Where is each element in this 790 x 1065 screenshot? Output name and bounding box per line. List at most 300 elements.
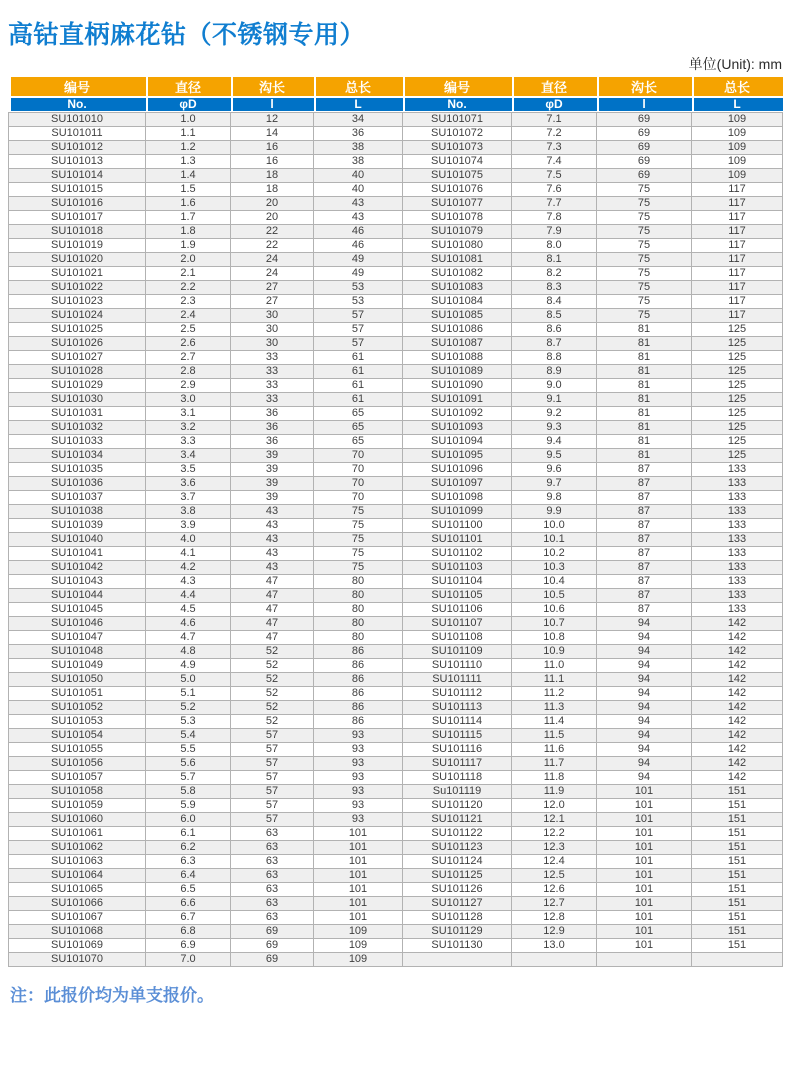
- flute-length-cell: 81: [597, 378, 692, 392]
- flute-length-cell: 36: [231, 434, 314, 448]
- overall-length-cell: 75: [314, 546, 403, 560]
- diameter-cell: 4.5: [146, 602, 231, 616]
- table-row: [9, 378, 783, 392]
- flute-length-cell: 81: [597, 364, 692, 378]
- diameter-cell: 10.9: [512, 644, 597, 658]
- part-number-cell: SU101058: [9, 784, 146, 798]
- diameter-cell: 8.4: [512, 294, 597, 308]
- overall-length-cell: [692, 952, 783, 966]
- overall-length-cell: 43: [314, 210, 403, 224]
- diameter-cell: 8.6: [512, 322, 597, 336]
- part-number-cell: SU101018: [9, 224, 146, 238]
- overall-length-cell: 133: [692, 504, 783, 518]
- table-row: [9, 280, 783, 294]
- flute-length-cell: 87: [597, 490, 692, 504]
- diameter-cell: 1.3: [146, 154, 231, 168]
- part-number-cell: SU101053: [9, 714, 146, 728]
- unit-label: 单位(Unit): mm: [688, 56, 782, 72]
- diameter-cell: 7.7: [512, 196, 597, 210]
- flute-length-cell: 52: [231, 672, 314, 686]
- diameter-cell: 8.0: [512, 238, 597, 252]
- table-row: [9, 658, 783, 672]
- part-number-cell: SU101063: [9, 854, 146, 868]
- flute-length-cell: 87: [597, 588, 692, 602]
- diameter-cell: 4.3: [146, 574, 231, 588]
- overall-length-cell: 142: [692, 756, 783, 770]
- overall-length-cell: 109: [692, 154, 783, 168]
- flute-length-cell: 81: [597, 392, 692, 406]
- overall-length-cell: 125: [692, 420, 783, 434]
- col-subheader-l-lower-left: l: [231, 96, 314, 112]
- diameter-cell: 8.9: [512, 364, 597, 378]
- table-row: [9, 770, 783, 784]
- part-number-cell: SU101072: [403, 126, 512, 140]
- table-row: [9, 826, 783, 840]
- overall-length-cell: 142: [692, 714, 783, 728]
- overall-length-cell: 65: [314, 420, 403, 434]
- col-subheader-phid-left: φD: [146, 96, 231, 112]
- overall-length-cell: 86: [314, 644, 403, 658]
- diameter-cell: 10.0: [512, 518, 597, 532]
- diameter-cell: 10.4: [512, 574, 597, 588]
- flute-length-cell: 33: [231, 392, 314, 406]
- flute-length-cell: 30: [231, 336, 314, 350]
- part-number-cell: SU101049: [9, 658, 146, 672]
- table-row: [9, 154, 783, 168]
- diameter-cell: 6.1: [146, 826, 231, 840]
- diameter-cell: 5.6: [146, 756, 231, 770]
- diameter-cell: 1.6: [146, 196, 231, 210]
- col-subheader-no-right: No.: [403, 96, 512, 112]
- part-number-cell: SU101012: [9, 140, 146, 154]
- overall-length-cell: 125: [692, 350, 783, 364]
- flute-length-cell: 81: [597, 420, 692, 434]
- overall-length-cell: 86: [314, 658, 403, 672]
- part-number-cell: SU101124: [403, 854, 512, 868]
- part-number-cell: SU101060: [9, 812, 146, 826]
- flute-length-cell: 94: [597, 756, 692, 770]
- flute-length-cell: 101: [597, 840, 692, 854]
- part-number-cell: SU101112: [403, 686, 512, 700]
- diameter-cell: 6.5: [146, 882, 231, 896]
- flute-length-cell: 57: [231, 728, 314, 742]
- flute-length-cell: 57: [231, 770, 314, 784]
- overall-length-cell: 75: [314, 532, 403, 546]
- table-row: [9, 938, 783, 952]
- flute-length-cell: [597, 952, 692, 966]
- flute-length-cell: 18: [231, 182, 314, 196]
- overall-length-cell: 125: [692, 336, 783, 350]
- part-number-cell: SU101042: [9, 560, 146, 574]
- overall-length-cell: 61: [314, 378, 403, 392]
- diameter-cell: 7.1: [512, 112, 597, 126]
- table-row: [9, 616, 783, 630]
- flute-length-cell: 52: [231, 700, 314, 714]
- overall-length-cell: 75: [314, 504, 403, 518]
- overall-length-cell: 133: [692, 490, 783, 504]
- part-number-cell: SU101024: [9, 308, 146, 322]
- flute-length-cell: 75: [597, 224, 692, 238]
- flute-length-cell: 87: [597, 574, 692, 588]
- diameter-cell: 3.8: [146, 504, 231, 518]
- part-number-cell: SU101107: [403, 616, 512, 630]
- diameter-cell: 4.1: [146, 546, 231, 560]
- overall-length-cell: 61: [314, 350, 403, 364]
- table-row: [9, 462, 783, 476]
- flute-length-cell: 94: [597, 630, 692, 644]
- table-row: [9, 560, 783, 574]
- overall-length-cell: 151: [692, 896, 783, 910]
- overall-length-cell: 86: [314, 714, 403, 728]
- flute-length-cell: 57: [231, 756, 314, 770]
- part-number-cell: SU101051: [9, 686, 146, 700]
- part-number-cell: SU101037: [9, 490, 146, 504]
- flute-length-cell: 39: [231, 462, 314, 476]
- overall-length-cell: 125: [692, 434, 783, 448]
- overall-length-cell: 36: [314, 126, 403, 140]
- part-number-cell: SU101039: [9, 518, 146, 532]
- overall-length-cell: 101: [314, 896, 403, 910]
- flute-length-cell: 101: [597, 826, 692, 840]
- table-row: [9, 952, 783, 966]
- flute-length-cell: 75: [597, 308, 692, 322]
- diameter-cell: 10.8: [512, 630, 597, 644]
- diameter-cell: 4.6: [146, 616, 231, 630]
- overall-length-cell: 142: [692, 616, 783, 630]
- overall-length-cell: 133: [692, 518, 783, 532]
- table-row: [9, 924, 783, 938]
- flute-length-cell: 69: [231, 952, 314, 966]
- diameter-cell: 6.9: [146, 938, 231, 952]
- part-number-cell: SU101096: [403, 462, 512, 476]
- diameter-cell: 8.5: [512, 308, 597, 322]
- table-row: [9, 168, 783, 182]
- diameter-cell: 7.6: [512, 182, 597, 196]
- overall-length-cell: 34: [314, 112, 403, 126]
- diameter-cell: 7.4: [512, 154, 597, 168]
- part-number-cell: SU101109: [403, 644, 512, 658]
- overall-length-cell: 93: [314, 770, 403, 784]
- header-row-cn: [9, 77, 783, 96]
- flute-length-cell: 24: [231, 252, 314, 266]
- flute-length-cell: 75: [597, 266, 692, 280]
- part-number-cell: SU101097: [403, 476, 512, 490]
- flute-length-cell: 81: [597, 322, 692, 336]
- diameter-cell: 12.0: [512, 798, 597, 812]
- part-number-cell: SU101106: [403, 602, 512, 616]
- col-subheader-l-upper-left: L: [314, 96, 403, 112]
- diameter-cell: 5.5: [146, 742, 231, 756]
- header-row-en: [9, 96, 783, 112]
- diameter-cell: [512, 952, 597, 966]
- part-number-cell: SU101074: [403, 154, 512, 168]
- part-number-cell: SU101047: [9, 630, 146, 644]
- flute-length-cell: 87: [597, 462, 692, 476]
- diameter-cell: 2.9: [146, 378, 231, 392]
- part-number-cell: SU101025: [9, 322, 146, 336]
- flute-length-cell: 63: [231, 854, 314, 868]
- diameter-cell: 5.8: [146, 784, 231, 798]
- part-number-cell: SU101075: [403, 168, 512, 182]
- part-number-cell: SU101117: [403, 756, 512, 770]
- overall-length-cell: 53: [314, 294, 403, 308]
- overall-length-cell: 70: [314, 490, 403, 504]
- diameter-cell: 9.3: [512, 420, 597, 434]
- part-number-cell: SU101061: [9, 826, 146, 840]
- diameter-cell: 11.1: [512, 672, 597, 686]
- part-number-cell: [403, 952, 512, 966]
- table-row: [9, 896, 783, 910]
- part-number-cell: SU101084: [403, 294, 512, 308]
- part-number-cell: SU101115: [403, 728, 512, 742]
- diameter-cell: 9.7: [512, 476, 597, 490]
- overall-length-cell: 125: [692, 406, 783, 420]
- table-row: [9, 700, 783, 714]
- flute-length-cell: 101: [597, 812, 692, 826]
- flute-length-cell: 94: [597, 686, 692, 700]
- overall-length-cell: 80: [314, 574, 403, 588]
- col-header-diameter-left: 直径: [146, 77, 231, 96]
- part-number-cell: SU101065: [9, 882, 146, 896]
- part-number-cell: SU101069: [9, 938, 146, 952]
- flute-length-cell: 39: [231, 448, 314, 462]
- overall-length-cell: 109: [692, 126, 783, 140]
- diameter-cell: 1.8: [146, 224, 231, 238]
- flute-length-cell: 101: [597, 938, 692, 952]
- flute-length-cell: 69: [597, 112, 692, 126]
- col-subheader-phid-right: φD: [512, 96, 597, 112]
- diameter-cell: 7.9: [512, 224, 597, 238]
- table-row: [9, 322, 783, 336]
- part-number-cell: SU101019: [9, 238, 146, 252]
- diameter-cell: 7.3: [512, 140, 597, 154]
- part-number-cell: SU101089: [403, 364, 512, 378]
- col-header-diameter-right: 直径: [512, 77, 597, 96]
- overall-length-cell: 101: [314, 826, 403, 840]
- table-row: [9, 224, 783, 238]
- diameter-cell: 8.1: [512, 252, 597, 266]
- part-number-cell: SU101046: [9, 616, 146, 630]
- part-number-cell: SU101081: [403, 252, 512, 266]
- flute-length-cell: 52: [231, 644, 314, 658]
- overall-length-cell: 93: [314, 728, 403, 742]
- overall-length-cell: 46: [314, 224, 403, 238]
- diameter-cell: 9.2: [512, 406, 597, 420]
- diameter-cell: 8.3: [512, 280, 597, 294]
- diameter-cell: 11.4: [512, 714, 597, 728]
- col-subheader-l-upper-right: L: [692, 96, 783, 112]
- col-header-flute-length-left: 沟长: [231, 77, 314, 96]
- part-number-cell: SU101052: [9, 700, 146, 714]
- overall-length-cell: 70: [314, 476, 403, 490]
- overall-length-cell: 109: [314, 938, 403, 952]
- overall-length-cell: 93: [314, 784, 403, 798]
- flute-length-cell: 39: [231, 490, 314, 504]
- table-row: [9, 490, 783, 504]
- overall-length-cell: 80: [314, 630, 403, 644]
- diameter-cell: 3.2: [146, 420, 231, 434]
- diameter-cell: 4.0: [146, 532, 231, 546]
- part-number-cell: SU101101: [403, 532, 512, 546]
- overall-length-cell: 46: [314, 238, 403, 252]
- diameter-cell: 8.8: [512, 350, 597, 364]
- table-row: [9, 420, 783, 434]
- diameter-cell: 1.0: [146, 112, 231, 126]
- part-number-cell: SU101066: [9, 896, 146, 910]
- table-row: [9, 126, 783, 140]
- diameter-cell: 6.4: [146, 868, 231, 882]
- diameter-cell: 8.7: [512, 336, 597, 350]
- flute-length-cell: 24: [231, 266, 314, 280]
- diameter-cell: 7.8: [512, 210, 597, 224]
- flute-length-cell: 94: [597, 672, 692, 686]
- flute-length-cell: 43: [231, 546, 314, 560]
- diameter-cell: 1.2: [146, 140, 231, 154]
- overall-length-cell: 151: [692, 840, 783, 854]
- diameter-cell: 1.4: [146, 168, 231, 182]
- overall-length-cell: 142: [692, 672, 783, 686]
- table-row: [9, 112, 783, 126]
- overall-length-cell: 133: [692, 532, 783, 546]
- part-number-cell: SU101098: [403, 490, 512, 504]
- diameter-cell: 12.9: [512, 924, 597, 938]
- overall-length-cell: 117: [692, 238, 783, 252]
- part-number-cell: SU101114: [403, 714, 512, 728]
- part-number-cell: SU101070: [9, 952, 146, 966]
- flute-length-cell: 33: [231, 350, 314, 364]
- flute-length-cell: 94: [597, 616, 692, 630]
- table-row: [9, 504, 783, 518]
- diameter-cell: 11.8: [512, 770, 597, 784]
- part-number-cell: SU101033: [9, 434, 146, 448]
- diameter-cell: 9.9: [512, 504, 597, 518]
- flute-length-cell: 75: [597, 294, 692, 308]
- overall-length-cell: 125: [692, 378, 783, 392]
- table-row: [9, 308, 783, 322]
- diameter-cell: 7.0: [146, 952, 231, 966]
- part-number-cell: SU101080: [403, 238, 512, 252]
- overall-length-cell: 109: [692, 112, 783, 126]
- overall-length-cell: 61: [314, 392, 403, 406]
- flute-length-cell: 87: [597, 560, 692, 574]
- overall-length-cell: 38: [314, 140, 403, 154]
- part-number-cell: SU101050: [9, 672, 146, 686]
- part-number-cell: SU101105: [403, 588, 512, 602]
- diameter-cell: 1.1: [146, 126, 231, 140]
- part-number-cell: SU101040: [9, 532, 146, 546]
- overall-length-cell: 151: [692, 798, 783, 812]
- diameter-cell: 5.2: [146, 700, 231, 714]
- table-row: [9, 210, 783, 224]
- part-number-cell: SU101062: [9, 840, 146, 854]
- diameter-cell: 2.8: [146, 364, 231, 378]
- diameter-cell: 9.6: [512, 462, 597, 476]
- overall-length-cell: 70: [314, 462, 403, 476]
- part-number-cell: SU101023: [9, 294, 146, 308]
- part-number-cell: SU101094: [403, 434, 512, 448]
- part-number-cell: SU101027: [9, 350, 146, 364]
- flute-length-cell: 52: [231, 658, 314, 672]
- diameter-cell: 2.1: [146, 266, 231, 280]
- overall-length-cell: 101: [314, 910, 403, 924]
- diameter-cell: 13.0: [512, 938, 597, 952]
- diameter-cell: 6.0: [146, 812, 231, 826]
- part-number-cell: SU101087: [403, 336, 512, 350]
- flute-length-cell: 43: [231, 518, 314, 532]
- part-number-cell: SU101118: [403, 770, 512, 784]
- flute-length-cell: 81: [597, 336, 692, 350]
- table-row: [9, 252, 783, 266]
- part-number-cell: SU101116: [403, 742, 512, 756]
- overall-length-cell: 80: [314, 616, 403, 630]
- diameter-cell: 11.6: [512, 742, 597, 756]
- part-number-cell: SU101123: [403, 840, 512, 854]
- flute-length-cell: 81: [597, 448, 692, 462]
- part-number-cell: SU101015: [9, 182, 146, 196]
- part-number-cell: SU101059: [9, 798, 146, 812]
- part-number-cell: SU101026: [9, 336, 146, 350]
- overall-length-cell: 101: [314, 840, 403, 854]
- part-number-cell: SU101071: [403, 112, 512, 126]
- col-header-no-right: 编号: [403, 77, 512, 96]
- part-number-cell: SU101035: [9, 462, 146, 476]
- part-number-cell: SU101091: [403, 392, 512, 406]
- part-number-cell: SU101125: [403, 868, 512, 882]
- overall-length-cell: 133: [692, 476, 783, 490]
- col-header-flute-length-right: 沟长: [597, 77, 692, 96]
- flute-length-cell: 43: [231, 560, 314, 574]
- diameter-cell: 12.2: [512, 826, 597, 840]
- diameter-cell: 11.9: [512, 784, 597, 798]
- overall-length-cell: 109: [692, 168, 783, 182]
- overall-length-cell: 151: [692, 882, 783, 896]
- flute-length-cell: 36: [231, 420, 314, 434]
- flute-length-cell: 39: [231, 476, 314, 490]
- diameter-cell: 10.1: [512, 532, 597, 546]
- table-row: [9, 882, 783, 896]
- part-number-cell: SU101028: [9, 364, 146, 378]
- table-row: [9, 630, 783, 644]
- overall-length-cell: 40: [314, 182, 403, 196]
- flute-length-cell: 101: [597, 784, 692, 798]
- flute-length-cell: 33: [231, 378, 314, 392]
- flute-length-cell: 57: [231, 798, 314, 812]
- diameter-cell: 5.1: [146, 686, 231, 700]
- flute-length-cell: 75: [597, 238, 692, 252]
- diameter-cell: 12.3: [512, 840, 597, 854]
- overall-length-cell: 142: [692, 658, 783, 672]
- diameter-cell: 2.0: [146, 252, 231, 266]
- part-number-cell: SU101082: [403, 266, 512, 280]
- flute-length-cell: 63: [231, 840, 314, 854]
- diameter-cell: 12.8: [512, 910, 597, 924]
- diameter-cell: 10.5: [512, 588, 597, 602]
- diameter-cell: 9.0: [512, 378, 597, 392]
- flute-length-cell: 69: [597, 126, 692, 140]
- flute-length-cell: 81: [597, 434, 692, 448]
- overall-length-cell: 151: [692, 868, 783, 882]
- part-number-cell: SU101064: [9, 868, 146, 882]
- flute-length-cell: 75: [597, 182, 692, 196]
- diameter-cell: 3.5: [146, 462, 231, 476]
- part-number-cell: SU101043: [9, 574, 146, 588]
- diameter-cell: 12.5: [512, 868, 597, 882]
- part-number-cell: SU101017: [9, 210, 146, 224]
- part-number-cell: SU101029: [9, 378, 146, 392]
- table-row: [9, 196, 783, 210]
- flute-length-cell: 94: [597, 658, 692, 672]
- overall-length-cell: 49: [314, 252, 403, 266]
